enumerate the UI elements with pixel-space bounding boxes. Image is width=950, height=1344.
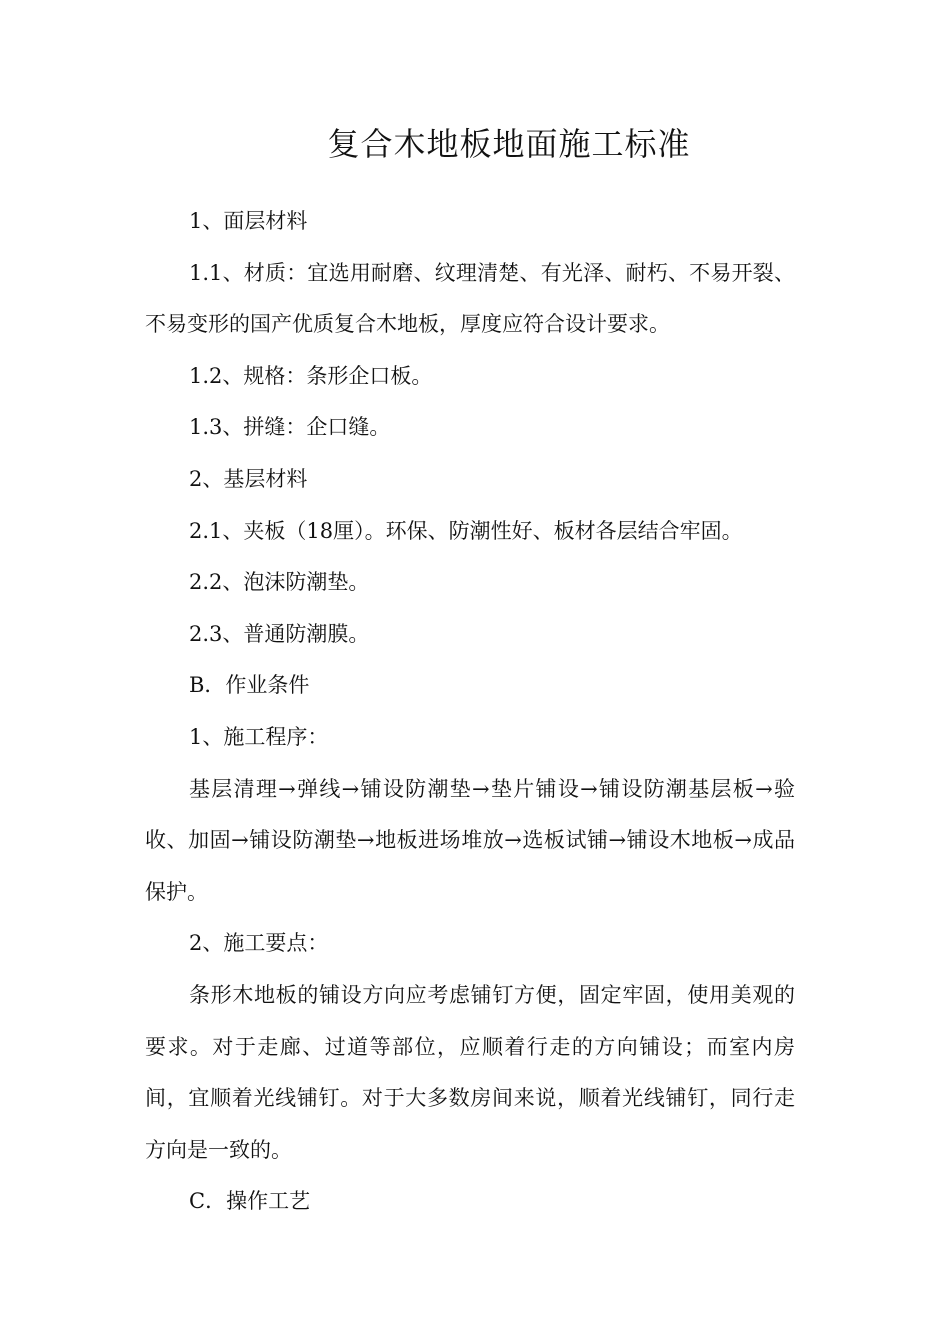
- heading-work-conditions: B．作业条件: [189, 673, 310, 698]
- paragraph-specification: 1.2、规格：条形企口板。: [189, 363, 433, 388]
- document-body: [145, 196, 795, 1228]
- paragraph-material-quality: 1.1、材质：宜选用耐磨、纹理清楚、有光泽、耐朽、不易开裂、不易变形的国产优质复合木地板，厚度应符合设计要求。: [145, 260, 795, 337]
- paragraph-joint: 1.3、拼缝：企口缝。: [189, 415, 391, 440]
- paragraph-plywood: 2.1、夹板（18厘）。环保、防潮性好、板材各层结合牢固。: [189, 518, 743, 543]
- heading-base-material: 2、基层材料: [189, 466, 308, 491]
- paragraph-moisture-film: 2.3、普通防潮膜。: [189, 621, 370, 646]
- document-title: 复合木地板地面施工标准: [327, 125, 691, 163]
- heading-surface-material: 1、面层材料: [189, 209, 308, 233]
- heading-construction-procedure: 1、施工程序：: [189, 724, 329, 749]
- paragraph-laying-direction: 条形木地板的铺设方向应考虑铺钉方便，固定牢固，使用美观的要求。对于走廊、过道等部位，应顺着行走的方向铺设；而室内房间，宜顺着光线铺钉。对于大多数房间来说，顺着光线铺钉，同行走方向是一致的。: [145, 982, 795, 1162]
- heading-construction-points: 2、施工要点：: [189, 931, 329, 956]
- paragraph-procedure-steps: 基层清理→弹线→铺设防潮垫→垫片铺设→铺设防潮基层板→验收、加固→铺设防潮垫→地板进场堆放→选板试铺→铺设木地板→成品保护。: [145, 776, 795, 904]
- heading-operation-process: C．操作工艺: [189, 1189, 311, 1214]
- paragraph-foam-pad: 2.2、泡沫防潮垫。: [189, 570, 370, 595]
